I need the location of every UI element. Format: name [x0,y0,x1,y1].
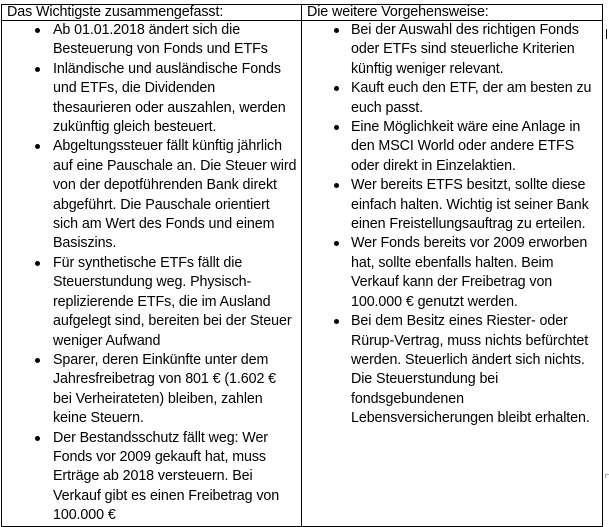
list-item-text: Kauft euch den ETF, der am besten zu euch passt. [351,80,592,116]
list-item [2,429,301,526]
bullet-icon [35,144,40,149]
list-item-text: Sparer, deren Einkünfte unter dem Jahresfreibetrag von 801 € (1.602 € bei Verheirateten) bleiben, zahlen keine Steuern. [53,351,277,427]
list-item [302,176,602,234]
next-steps-cell [302,21,603,527]
resize-corner-mark [605,474,609,478]
summary-list [2,21,301,526]
list-item [302,21,602,79]
summary-cell [2,21,302,527]
bullet-icon [35,28,40,33]
list-item-text: Bei dem Besitz eines Riester- oder Rürup-Vertrag, muss nichts befürchtet werden. Steuerlich ändert sich nichts. Die Steuerstundung bei fondsgebundenen Lebensversicherungen bleibt erhalten. [351,313,590,427]
bullet-icon [35,67,40,72]
bullet-icon [35,261,40,266]
list-item [302,234,602,312]
bullet-icon [334,125,339,130]
list-item-text: Eine Möglichkeit wäre eine Anlage in den MSCI World oder andere ETFS oder direkt in Einzelaktien. [351,119,581,174]
list-item-text: Für synthetische ETFs fällt die Steuerstundung weg. Physisch-replizierende ETFs, die im Ausland aufgelegt sind, bereiten bei der Steuer weniger Aufwand [53,254,292,349]
list-item-text: Der Bestandsschutz fällt weg: Wer Fonds vor 2009 gekauft hat, muss Erträge ab 2018 versteuern. Bei Verkauf gibt es einen Freibetrag von 100.000 € [53,429,280,524]
list-item [2,254,301,351]
bullet-icon [334,183,339,188]
list-item [302,312,602,428]
bullet-icon [334,241,339,246]
header-summary: Das Wichtigste zusammengefasst: [2,5,302,21]
bullet-icon [35,358,40,363]
next-steps-list [302,21,602,429]
list-item-text: Wer bereits ETFS besitzt, sollte diese einfach halten. Wichtig ist seiner Bank einen Freistellungsauftrag zu erteilen. [351,177,589,233]
header-next-steps: Die weitere Vorgehensweise: [302,5,603,21]
summary-table [1,4,603,527]
list-item [302,79,602,118]
list-item-text: Abgeltungssteuer fällt künftig jährlich auf eine Pauschale an. Die Steuer wird von der depotführenden Bank direkt abgeführt. Die Pauschale orientiert sich am Wert des Fonds und einem Basiszins. [53,138,297,252]
list-item-text: Inländische und ausländische Fonds und ETFs, die Dividenden thesaurieren oder auszahlen, werden zukünftig gleich besteuert. [53,60,286,136]
bullet-icon [35,436,40,441]
list-item-text: Wer Fonds bereits vor 2009 erworben hat, sollte ebenfalls halten. Beim Verkauf kann der Freibetrag von 100.000 € genutzt werden. [351,235,588,310]
list-item-text: Ab 01.01.2018 ändert sich die Besteuerung von Fonds und ETFs [53,22,268,58]
cursor-mark [606,29,607,39]
list-item [302,118,602,176]
bullet-icon [334,28,339,33]
header-row [2,5,603,21]
list-item [2,60,301,138]
list-item [2,351,301,429]
list-item [2,21,301,60]
content-row [2,21,603,527]
list-item-text: Bei der Auswahl des richtigen Fonds oder ETFs sind steuerliche Kriterien künftig weniger relevant. [351,22,579,77]
bullet-icon [334,319,339,324]
list-item [2,137,301,253]
bullet-icon [334,86,339,91]
